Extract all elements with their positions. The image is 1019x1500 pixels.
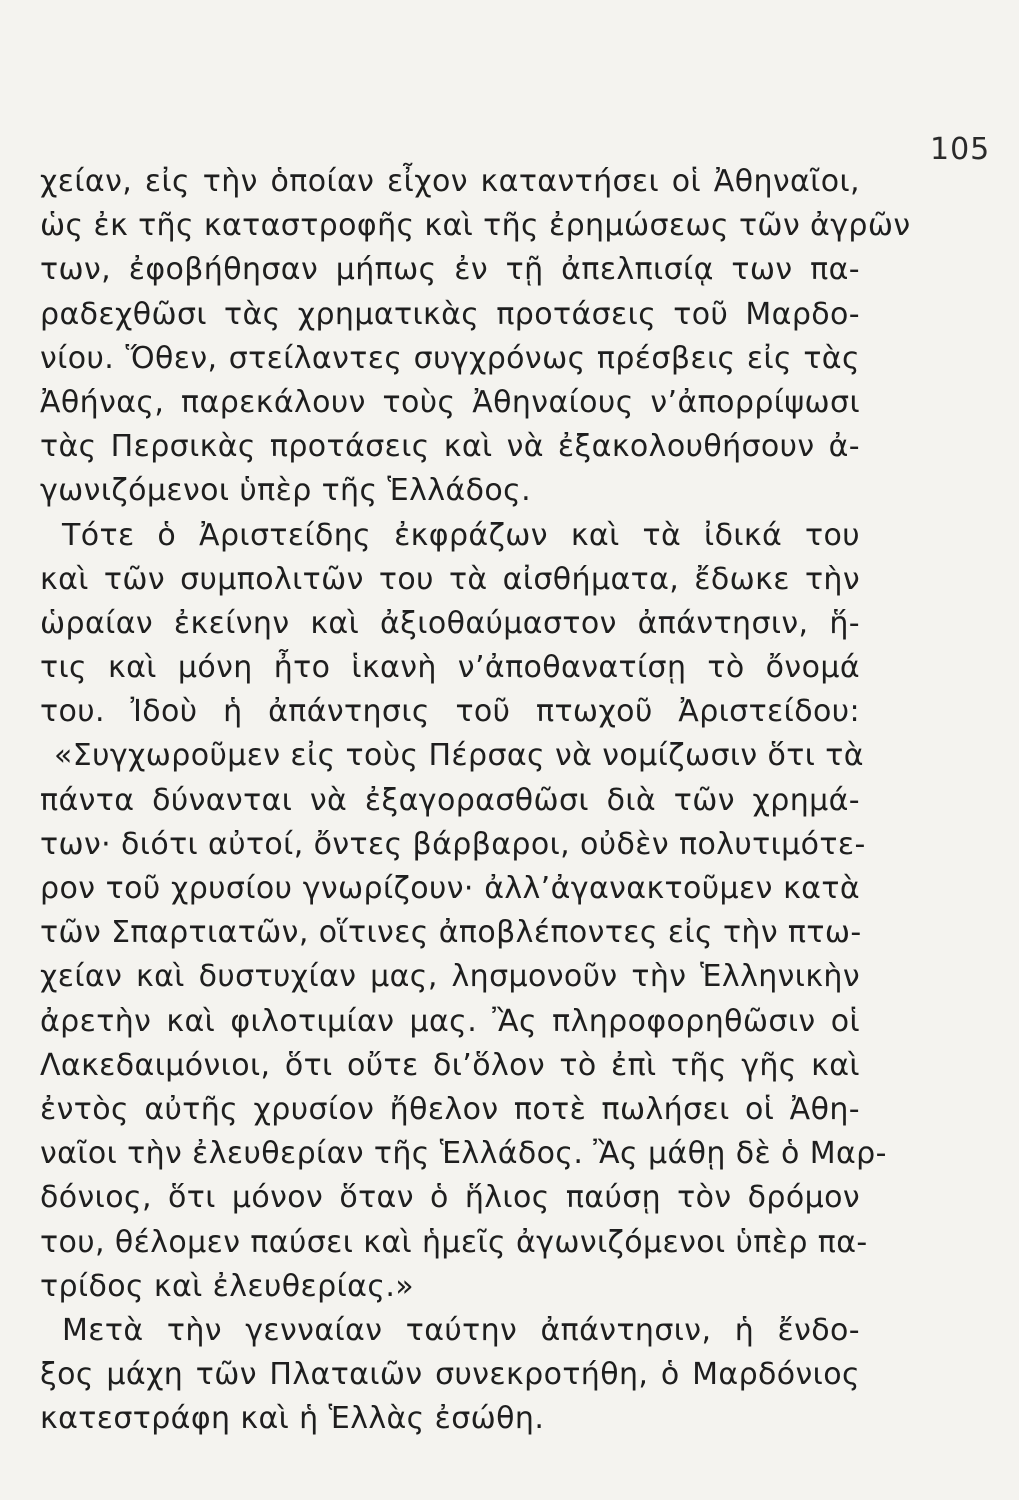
text-line: τὰς Περσικὰς προτάσεις καὶ νὰ ἐξακολουθήσουν ἀ- <box>40 429 860 465</box>
text-line: ὡραίαν ἐκείνην καὶ ἀξιοθαύμαστον ἀπάντησιν, ἥ- <box>40 605 860 641</box>
text-line: ἐντὸς αὐτῆς χρυσίον ἤθελον ποτὲ πωλήσει οἱ Ἀθη- <box>40 1091 860 1127</box>
text-line: Μετὰ τὴν γενναίαν ταύτην ἀπάντησιν, ἡ ἔνδο- <box>62 1312 860 1348</box>
text-line: Ἀθήνας, παρεκάλουν τοὺς Ἀθηναίους ν’ἀπορρίψωσι <box>40 384 860 420</box>
text-line: νίου. Ὅθεν, στείλαντες συγχρόνως πρέσβεις εἰς τὰς <box>40 340 860 376</box>
text-line: ναῖοι τὴν ἐλευθερίαν τῆς Ἑλλάδος. Ἂς μάθῃ δὲ ὁ Μαρ- <box>40 1136 887 1172</box>
text-line: ἀρετὴν καὶ φιλοτιμίαν μας. Ἂς πληροφορηθῶσιν οἱ <box>40 1003 860 1039</box>
text-line: τῶν Σπαρτιατῶν, οἵτινες ἀποβλέποντες εἰς τὴν πτω- <box>40 915 862 951</box>
text-line: ραδεχθῶσι τὰς χρηματικὰς προτάσεις τοῦ Μαρδο- <box>40 296 860 332</box>
text-line: τρίδος καὶ ἐλευθερίας.» <box>40 1268 415 1304</box>
text-line: ὡς ἐκ τῆς καταστροφῆς καὶ τῆς ἐρημώσεως τῶν ἀγρῶν <box>40 208 911 244</box>
text-line: «Συγχωροῦμεν εἰς τοὺς Πέρσας νὰ νομίζωσιν ὅτι τὰ <box>54 738 864 774</box>
text-line: χείαν καὶ δυστυχίαν μας, λησμονοῦν τὴν Ἑλληνικὴν <box>40 959 860 995</box>
page-number: 105 <box>930 132 991 167</box>
body-text <box>40 160 911 1441</box>
text-line: ρον τοῦ χρυσίου γνωρίζουν· ἀλλ’ἀγανακτοῦμεν κατὰ <box>40 871 860 906</box>
text-line: των· διότι αὐτοί, ὄντες βάρβαροι, οὐδὲν πολυτιμότε- <box>40 826 866 862</box>
text-line: Τότε ὁ Ἀριστείδης ἐκφράζων καὶ τὰ ἰδικά του <box>62 517 860 553</box>
text-line: του, θέλομεν παύσει καὶ ἡμεῖς ἀγωνιζόμενοι ὑπὲρ πα- <box>40 1224 868 1260</box>
text-line: γωνιζόμενοι ὑπὲρ τῆς Ἑλλάδος. <box>40 473 532 509</box>
text-line: των, ἐφοβήθησαν μήπως ἐν τῇ ἀπελπισίᾳ των πα- <box>40 252 860 288</box>
text-line: κατεστράφη καὶ ἡ Ἑλλὰς ἐσώθη. <box>40 1401 545 1437</box>
text-line: τις καὶ μόνη ἦτο ἱκανὴ ν’ἀποθανατίσῃ τὸ ὄνομά <box>40 650 860 686</box>
text-line: χείαν, εἰς τὴν ὁποίαν εἶχον καταντήσει οἱ Ἀθηναῖοι, <box>40 164 860 199</box>
text-line: δόνιος, ὅτι μόνον ὅταν ὁ ἥλιος παύσῃ τὸν δρόμον <box>40 1180 860 1216</box>
text-line: Λακεδαιμόνιοι, ὅτι οὔτε δι’ὅλον τὸ ἐπὶ τῆς γῆς καὶ <box>40 1047 860 1083</box>
text-line: πάντα δύνανται νὰ ἐξαγορασθῶσι διὰ τῶν χρημά- <box>40 782 860 818</box>
text-line: του. Ἰδοὺ ἡ ἀπάντησις τοῦ πτωχοῦ Ἀριστείδου: <box>40 694 860 730</box>
text-line: καὶ τῶν συμπολιτῶν του τὰ αἰσθήματα, ἔδωκε τὴν <box>40 561 860 597</box>
text-line: ξος μάχη τῶν Πλαταιῶν συνεκροτήθη, ὁ Μαρδόνιος <box>40 1357 860 1393</box>
